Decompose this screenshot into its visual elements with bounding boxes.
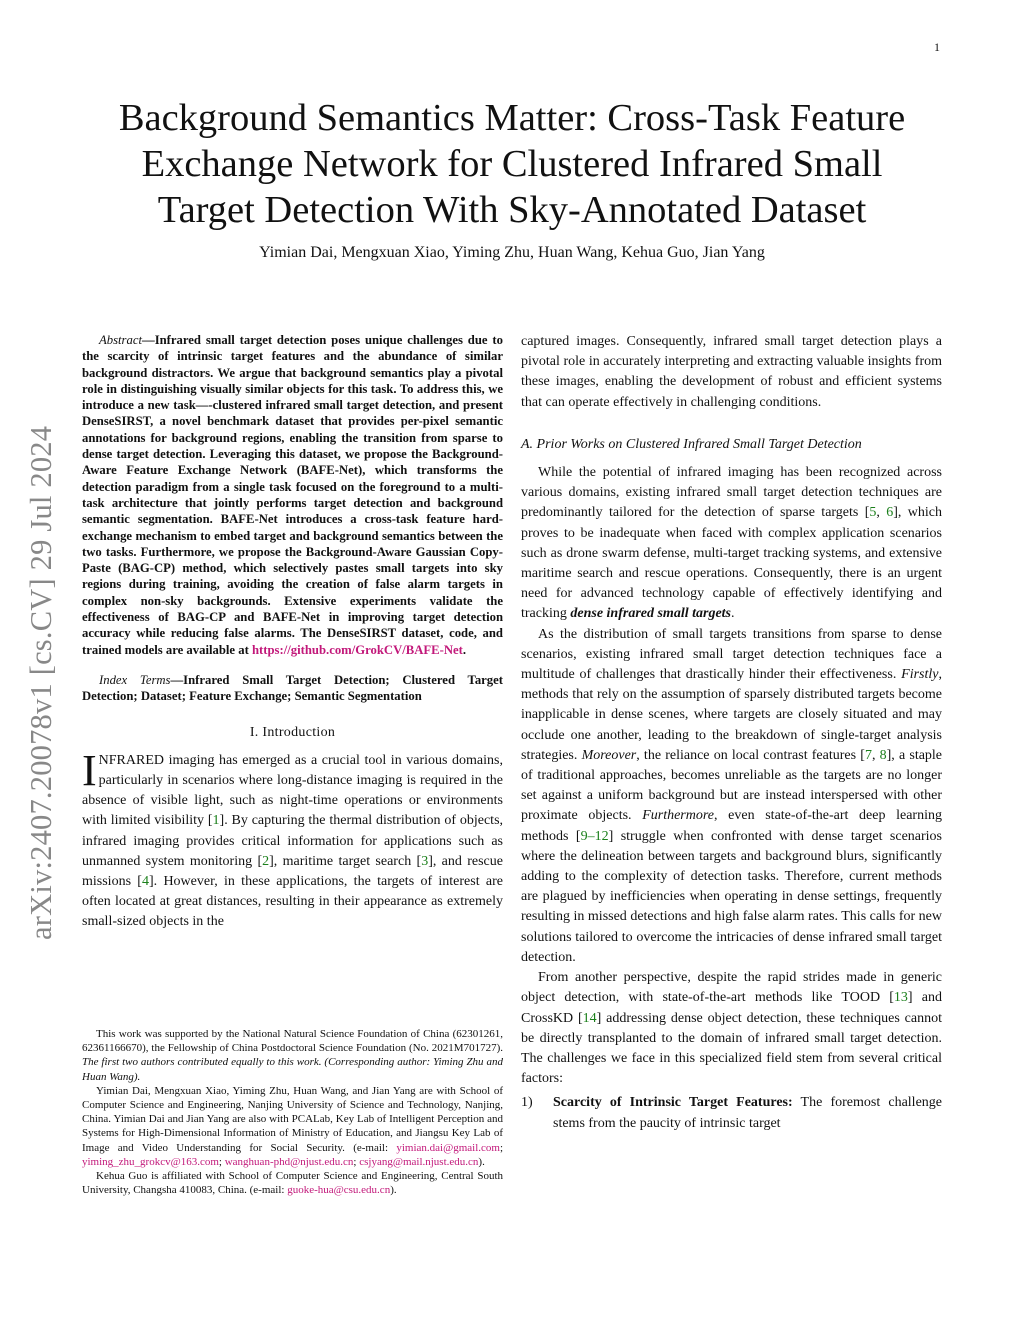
abstract-body: —Infrared small target detection poses unique challenges due to the scarcity of intrinsic target features and the abundance of similar background distractors. We argue that background semantics play a pivotal role in distinguishing visually similar objects for this task. To address this, we introduce a new task—-clustered infrared small target detection, and present DenseSIRST, a novel benchmark dataset that provides per-pixel semantic annotations for background regions, enabling the transition from sparse to dense target detection. Leveraging this dataset, we propose the Background-Aware Feature Exchange Network (BAFE-Net), which transforms the detection paradigm from a single task focused on the foreground to a multi-task architecture that jointly performs target detection and background semantic segmentation. BAFE-Net introduces a cross-task feature hard-exchange mechanism to embed target and background semantics between the two tasks. Furthermore, we propose the Background-Aware Gaussian Copy-Paste (BAG-CP) method, which selectively pastes small targets into sky regions during training, avoiding the creation of false alarm targets in complex non-sky backgrounds. Extensive experiments validate the effectiveness of BAG-CP and BAFE-Net in improving target detection accuracy while reducing false alarms. The DenseSIRST dataset, code, and trained models are available at — [82, 333, 503, 657]
paragraph-text: ] and CrossKD [ — [521, 990, 942, 1026]
list-body — [553, 1093, 942, 1133]
footnote-affiliation — [82, 1084, 503, 1169]
citation-link[interactable]: 6 — [886, 505, 894, 521]
intro-text: ]. However, in these applications, the targets of interest are often located at great distances, resulting in their appearance as extremely small-sized objects in the — [82, 873, 503, 930]
list-bold-lead: Scarcity of Intrinsic Target Features: — [553, 1095, 793, 1111]
list-text: The foremost challenge stems from the paucity of intrinsic target — [553, 1095, 942, 1131]
citation-link[interactable]: 3 — [421, 853, 429, 869]
title-line: Background Semantics Matter: Cross-Task Feature — [118, 97, 906, 139]
paragraph-text: , — [871, 747, 880, 763]
footnote-text: This work was supported by the National Natural Science Foundation of China (62301261, 62361166670), the Fellowship of China Postdoctoral Science Foundation (No. 2021M701727). — [82, 1028, 503, 1055]
paragraph-text: ], a staple of traditional approaches, becomes unreliable as the targets are no longer set against a uniform background but are instead interspersed with other proximate objects. — [521, 747, 943, 824]
footnote-text: ; — [218, 1155, 225, 1168]
paragraph-text: From another perspective, despite the rapid strides made in generic object detection, with state-of-the-art methods like TOOD [ — [521, 970, 942, 1006]
paragraph-text: ], which proves to be inadequate when faced with complex application scenarios such as drone swarm defense, multi-target tracking systems, and extensive maritime search and rescue operations. Consequently, there is an urgent need for advanced technology capable of effectively identifying and tracking — [521, 505, 942, 622]
footnote-text: ; — [499, 1141, 503, 1154]
paragraph — [521, 625, 942, 968]
email-link[interactable]: yimian.dai@gmail.com — [396, 1141, 500, 1154]
citation-link[interactable]: 13 — [893, 990, 908, 1006]
intro-text: NFRARED imaging has emerged as a crucial tool in various domains, particularly in scenarios where long-distance imaging is required in the absence of visible light, such as night-time operations or environments with limited visibility [ — [82, 752, 503, 829]
page-number: 1 — [934, 40, 940, 54]
intro-paragraph — [82, 745, 504, 933]
emphasis-text: Furthermore — [642, 808, 715, 824]
list-number: 1) — [521, 1095, 533, 1111]
citation-link[interactable]: 1 — [212, 813, 220, 829]
paragraph-text: , — [876, 505, 887, 521]
footnote-text: The first two authors contributed equally to this work. (Corresponding author: Yiming Zhu and Huan Wang). — [82, 1056, 503, 1083]
citation-link[interactable]: 2 — [262, 853, 270, 869]
github-link[interactable]: https://github.com/GrokCV/BAFE-Net — [251, 642, 463, 657]
emphasis-text: Firstly — [901, 667, 939, 683]
footnote-text: ; — [353, 1155, 360, 1168]
emphasis-text: Moreover — [581, 747, 637, 763]
author-list: Yimian Dai, Mengxuan Xiao, Yiming Zhu, Huan Wang, Kehua Guo, Jian Yang — [259, 244, 765, 261]
paragraph-text: , the reliance on local contrast features [ — [636, 747, 865, 763]
section-heading-introduction: I. Introduction — [249, 724, 336, 740]
intro-text: ]. By capturing the thermal distribution of objects, infrared imaging provides critical information for applications such as unmanned system monitoring [ — [82, 813, 504, 869]
footnotes — [82, 1027, 503, 1197]
title-line: Exchange Network for Clustered Infrared Small — [141, 143, 883, 185]
abstract-end: . — [462, 642, 467, 657]
citation-link[interactable]: 5 — [869, 505, 877, 521]
email-link[interactable]: yiming_zhu_grokcv@163.com — [82, 1155, 219, 1168]
right-column — [521, 332, 942, 1134]
footnote-text: Kehua Guo is affiliated with School of Computer Science and Engineering, Central South University, Changsha 410083, China. (e-mail: — [82, 1170, 503, 1197]
arxiv-stamp[interactable]: arXiv:2407.20078v1 [cs.CV] 29 Jul 2024 — [24, 425, 58, 940]
footnote-text: Yimian Dai, Mengxuan Xiao, Yiming Zhu, Huan Wang, and Jian Yang are with School of Computer Science and Engineering, Nanjing University of Science and Technology, Nanjing, China. Yimian Dai and Jian Yang are also with PCALab, Key Lab of Intelligent Perception and Systems for High-Dimensional Information of Ministry of Education, and Jiangsu Key Lab of Image and Video Understanding for Social Security. (e-mail: — [82, 1084, 503, 1154]
footnote-funding — [82, 1027, 503, 1084]
citation-link[interactable]: 9–12 — [580, 828, 609, 844]
footnote-text: ). — [390, 1184, 397, 1197]
subsection-heading: A. Prior Works on Clustered Infrared Small Target Detection — [521, 436, 862, 452]
index-terms-body: —Infrared Small Target Detection; Clustered Target Detection; Dataset; Feature Exchange; Semantic Segmentation — [82, 672, 503, 704]
paragraph-text: As the distribution of small targets transitions from sparse to dense scenarios, existing infrared small target detection techniques face a multitude of challenges that drastically hinder their effectiveness. — [521, 626, 942, 683]
paragraph-text: . — [731, 606, 735, 622]
citation-link[interactable]: 7 — [864, 747, 872, 763]
citation-link[interactable]: 4 — [141, 873, 149, 889]
intro-text: ], and rescue missions [ — [82, 853, 503, 889]
paragraph-text: , methods that rely on the assumption of sparsely distributed targets become inapplicable in dense scenes, where targets are closely situated and may occlude one another, leading to the breakdown of single-target analysis strategies. — [521, 667, 942, 763]
abstract — [82, 332, 503, 658]
abstract-lead: Abstract — [99, 333, 142, 347]
paper-title — [60, 95, 964, 233]
paragraph: captured images. Consequently, infrared small target detection plays a pivotal role in accurately interpreting and extracting valuable insights from these images, enabling the development of robust and efficient systems that can operate effectively in challenging conditions. — [521, 334, 942, 410]
email-link[interactable]: wanghuan-phd@njust.edu.cn — [224, 1155, 354, 1168]
citation-link[interactable]: 8 — [879, 747, 887, 763]
paragraph — [521, 463, 942, 625]
paragraph-text: While the potential of infrared imaging has been recognized across various domains, existing infrared small target detection techniques are predominantly tailored for the detection of sparse targets [ — [521, 465, 942, 521]
paragraph-text: ] struggle when confronted with dense target scenarios where the delineation between targets and background blurs, significantly adding to the complexity of detection tasks. Therefore, current methods are plagued by inefficiencies when operating in dense settings, frequently resulting in missed detections and high false alarm rates. This calls for new solutions tailored to overcome the intricacies of dense infrared small target detection. — [521, 828, 943, 965]
index-terms — [82, 672, 503, 705]
drop-cap: I — [82, 745, 97, 795]
email-link[interactable]: guoke-hua@csu.edu.cn — [287, 1184, 391, 1197]
footnote-affiliation-2 — [82, 1169, 503, 1197]
paragraph — [521, 968, 942, 1089]
emphasis-text: dense infrared small targets — [570, 606, 731, 622]
left-column — [82, 332, 503, 933]
index-terms-lead: Index Terms — [99, 672, 171, 687]
intro-text: ], maritime target search [ — [269, 853, 422, 869]
paragraph-text: ] addressing dense object detection, these techniques cannot be directly transplanted to the domain of infrared small target detection. The challenges we face in this specialized field stem from several critical factors: — [521, 1010, 942, 1087]
paragraph-text: , even state-of-the-art deep learning methods [ — [521, 808, 942, 844]
footnote-text: ). — [478, 1155, 485, 1168]
citation-link[interactable]: 14 — [582, 1010, 597, 1026]
list-item — [521, 1093, 942, 1133]
email-link[interactable]: csjyang@mail.njust.edu.cn — [359, 1155, 479, 1168]
title-line: Target Detection With Sky-Annotated Dataset — [157, 189, 867, 231]
